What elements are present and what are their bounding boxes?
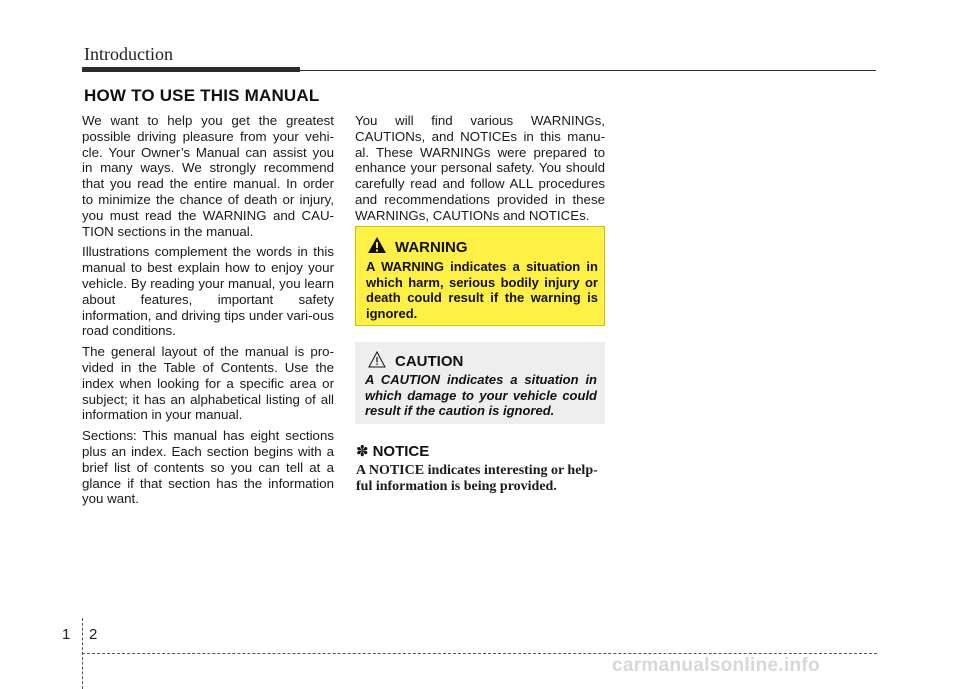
notice-star-icon: ✽ [356,443,369,460]
notice-text: A NOTICE indicates interesting or help-ful information is being provided. [356,463,598,494]
warning-text: A WARNING indicates a situation in which harm, serious bodily injury or death could result if the warning is ignored. [366,259,598,321]
paragraph-sections: Sections: This manual has eight sections plus an index. Each section begins with a brief list of contents so you can tell at a glance if that section has the information you want. [82,428,334,507]
page-header-title: Introduction [84,44,173,64]
caution-box [355,342,605,424]
paragraph-warnings-intro: You will find various WARNINGs, CAUTIONs, and NOTICEs in this manu-al. These WARNINGs were prepared to enhance your personal safety. You should carefully read and follow ALL procedures and recommendations provided in these WARNINGs, CAUTIONs and NOTICEs. [355,113,605,223]
paragraph-layout: The general layout of the manual is pro-vided in the Table of Contents. Use the index when looking for a specific area or subject; it has an alphabetical listing of all information in your manual. [82,344,334,423]
footer-divider-horizontal [82,653,877,654]
notice-title [356,442,429,460]
caution-text: A CAUTION indicates a situation in which damage to your vehicle could result if the caution is ignored. [365,372,597,418]
left-column [82,113,334,512]
caution-title: CAUTION [395,353,464,370]
caution-triangle-icon [368,351,386,372]
chapter-number: 1 [62,626,71,643]
watermark: carmanualsonline.info [612,655,820,676]
caution-header [368,351,463,372]
warning-header [367,236,468,258]
section-title: HOW TO USE THIS MANUAL [84,86,320,105]
warning-title: WARNING [395,238,468,256]
header-rule-thin [300,70,876,71]
warning-box [355,226,605,326]
header-rule-thick [82,67,300,72]
notice-title-text: NOTICE [372,442,430,460]
right-column [355,113,605,229]
paragraph-illustrations: Illustrations complement the words in this manual to best explain how to enjoy your vehicle. By reading your manual, you learn about features, important safety information, and driving tips under vari-ous road conditions. [82,244,334,339]
paragraph-intro: We want to help you get the greatest possible driving pleasure from your vehi-cle. Your Owner’s Manual can assist you in many ways. We strongly recommend that you read the entire manual. In order to minimize the chance of death or injury, you must read the WARNING and CAU-TION sections in the manual. [82,113,334,239]
warning-triangle-icon [367,236,387,258]
page-number: 2 [89,626,98,643]
